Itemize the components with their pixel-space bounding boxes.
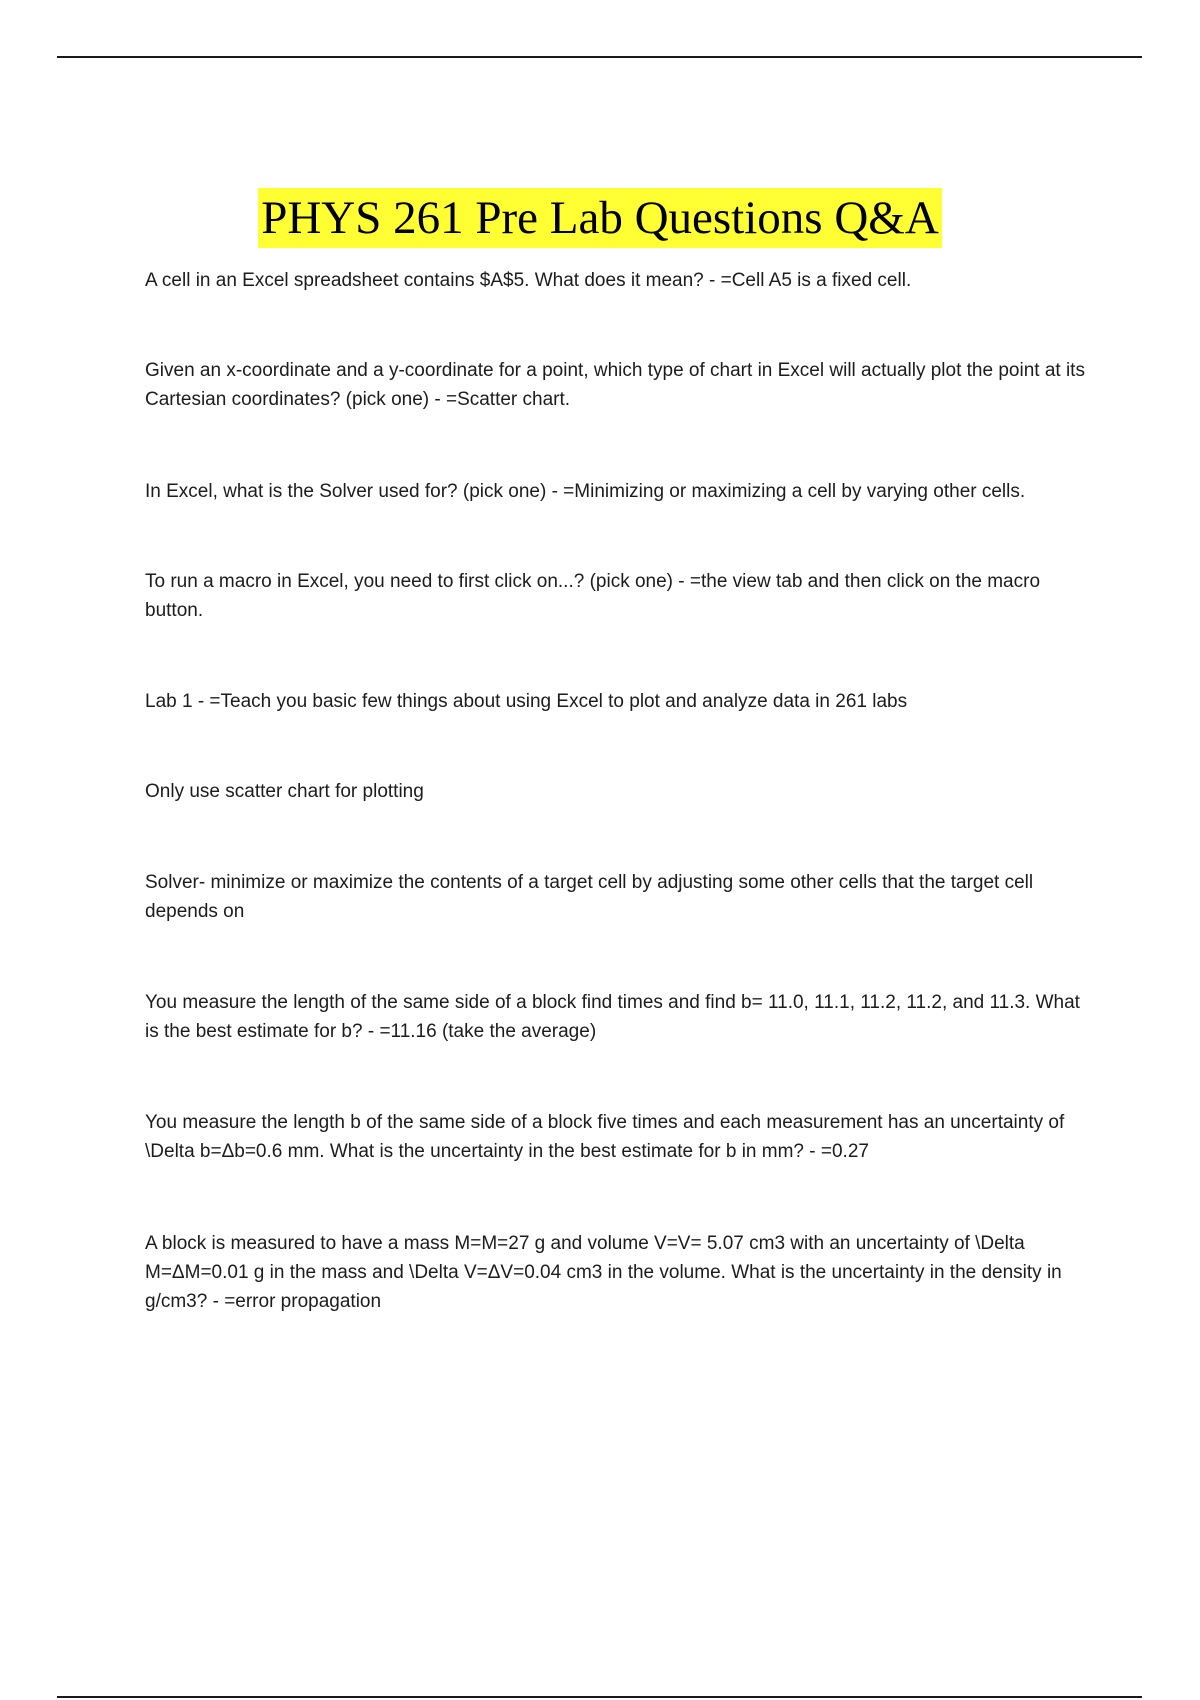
qa-entry-1: A cell in an Excel spreadsheet contains $A$5. What does it mean? - =Cell A5 is a fixed cell. bbox=[145, 270, 912, 291]
qa-entry-2: Given an x-coordinate and a y-coordinate for a point, which type of chart in Excel will actually plot the point at its Cartesian coordinates? (pick one) - =Scatter chart. bbox=[145, 360, 1085, 410]
qa-entry-10: A block is measured to have a mass M=M=27 g and volume V=V= 5.07 cm3 with an uncertainty of \Delta M=ΔM=0.01 g in the mass and \Delta V=ΔV=0.04 cm3 in the volume. What is the uncertainty in the density in g/cm3? - =error propagation bbox=[145, 1233, 1062, 1312]
qa-entry-4: To run a macro in Excel, you need to first click on...? (pick one) - =the view tab and then click on the macro button. bbox=[145, 571, 1041, 621]
header-rule bbox=[57, 56, 1142, 58]
qa-entry-8: You measure the length of the same side of a block find times and find b= 11.0, 11.1, 11.2, 11.2, and 11.3. What is the best estimate for b? - =11.16 (take the average) bbox=[145, 992, 1080, 1042]
title-container bbox=[0, 188, 1200, 248]
qa-entry-3: In Excel, what is the Solver used for? (pick one) - =Minimizing or maximizing a cell by varying other cells. bbox=[145, 481, 1026, 502]
qa-entry-5: Lab 1 - =Teach you basic few things about using Excel to plot and analyze data in 261 labs bbox=[145, 691, 908, 712]
qa-entry-6: Only use scatter chart for plotting bbox=[145, 781, 424, 802]
qa-entry-9: You measure the length b of the same side of a block five times and each measurement has an uncertainty of \Delta b=Δb=0.6 mm. What is the uncertainty in the best estimate for b in mm? - =0.27 bbox=[145, 1112, 1065, 1162]
footer-rule bbox=[57, 1696, 1142, 1698]
page-title: PHYS 261 Pre Lab Questions Q&A bbox=[258, 188, 942, 248]
qa-entry-7: Solver- minimize or maximize the contents of a target cell by adjusting some other cells that the target cell depends on bbox=[145, 872, 1034, 922]
